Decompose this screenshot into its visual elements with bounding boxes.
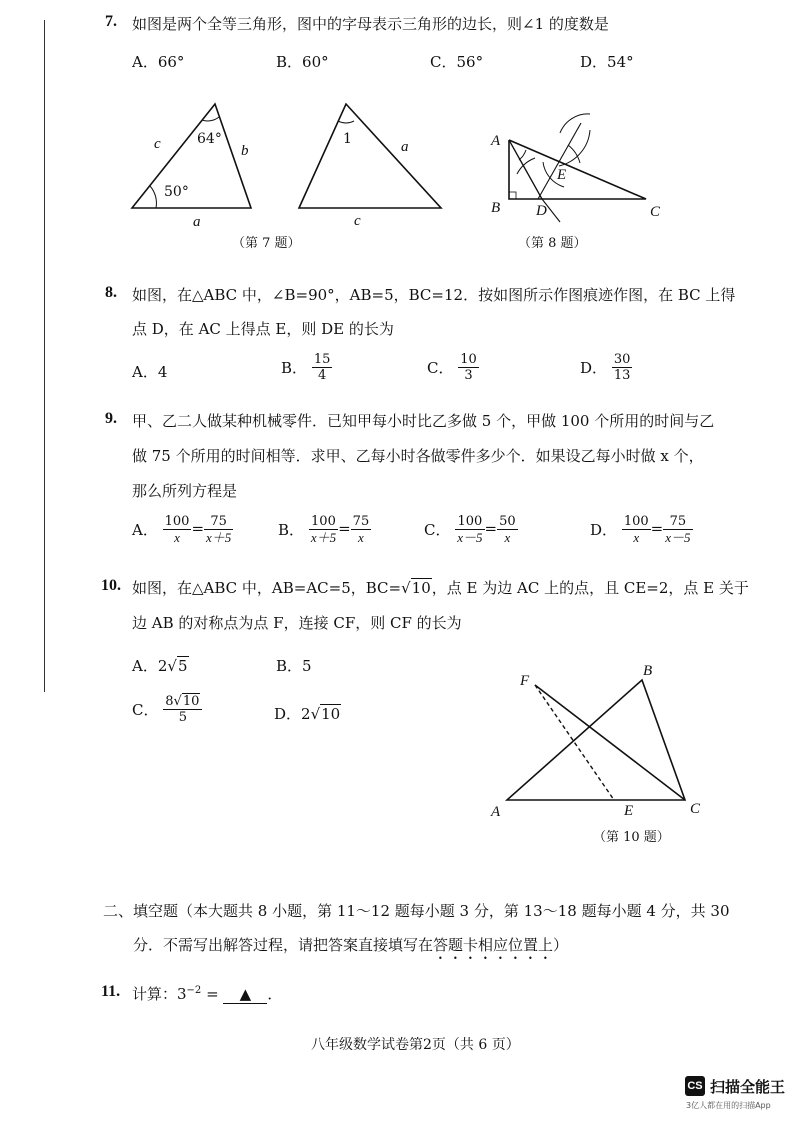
q9-line-2: 做 75 个所用的时间相等．求甲、乙每小时各做零件多少个．如果设乙每小时做 x 个，: [132, 447, 704, 465]
q7-option-d: D．54°: [580, 53, 634, 71]
q9-option-a: A． $\frac{100}{x}$ = $\frac{75}{x+5}$: [132, 514, 232, 545]
q7-fig1-angle-top: 64°: [197, 131, 222, 147]
q8-option-a: A．4: [132, 363, 168, 381]
q8-number: 8.: [105, 284, 117, 301]
page-footer: 八年级数学试卷第2页（共 6 页）: [311, 1037, 520, 1053]
q10-line-2: 边 AB 的对称点为点 F，连接 CF，则 CF 的长为: [132, 614, 462, 632]
q10-number: 10.: [101, 577, 121, 594]
q9-option-c: C． $\frac{100}{x-5}$ = $\frac{50}{x}$: [424, 514, 516, 545]
q10-label-a: A: [491, 804, 501, 820]
q8-line-2: 点 D，在 AC 上得点 E，则 DE 的长为: [132, 320, 394, 338]
q7-option-b: B．60°: [276, 53, 329, 71]
q8-label-d: D: [536, 203, 547, 219]
q10-label-e: E: [624, 803, 634, 819]
q7-fig1-side-a: a: [193, 214, 201, 230]
q9-line-3: 那么所列方程是: [132, 482, 238, 500]
q10-label-b: B: [643, 663, 653, 679]
scanner-app-subtitle: 3亿人都在用的扫描App: [686, 1101, 771, 1110]
q7-fig1-side-c: c: [154, 136, 161, 152]
section2-heading-line-2: 分．不需写出解答过程，请把答案直接填写在答题卡相应位置上）: [133, 936, 569, 954]
q8-option-c: C． $\frac{10}{3}$: [427, 352, 477, 383]
q8-caption: （第 8 题）: [518, 236, 587, 251]
q9-line-1: 甲、乙二人做某种机械零件．已知甲每小时比乙多做 5 个，甲做 100 个所用的时间与乙: [132, 412, 715, 430]
q8-label-b: B: [491, 200, 501, 216]
q10-caption: （第 10 题）: [593, 830, 670, 845]
q8-label-c: C: [650, 204, 661, 220]
answer-blank: ▲: [223, 985, 267, 1004]
q11-number: 11.: [101, 983, 121, 1000]
margin-rule: [44, 20, 45, 692]
q9-option-d: D． $\frac{100}{x}$ = $\frac{75}{x-5}$: [590, 514, 691, 545]
q11-text: 计算：$3^{-2}$ = ▲ ．: [132, 985, 283, 1003]
section2-heading-line-1: 二、填空题（本大题共 8 小题，第 11～12 题每小题 3 分，第 13～18 题每小题 4 分，共 30: [103, 902, 730, 920]
q10-option-b: B．5: [276, 657, 312, 675]
q7-text: 如图是两个全等三角形，图中的字母表示三角形的边长，则∠1 的度数是: [132, 15, 609, 33]
q7-option-a: A．66°: [132, 53, 185, 71]
q10-line-1: 如图，在△ABC 中，AB=AC=5，BC=√10，点 E 为边 AC 上的点，且 CE=2，点 E 关于: [132, 579, 749, 597]
q10-label-f: F: [520, 673, 530, 689]
q7-caption: （第 7 题）: [232, 236, 301, 251]
q8-line-1: 如图，在△ABC 中，∠B=90°，AB=5，BC=12．按如图所示作图痕迹作图，在 BC 上得: [132, 286, 736, 304]
q8-label-e: E: [557, 167, 567, 183]
scanner-app-title: 扫描全能王: [710, 1078, 786, 1096]
q7-fig1-side-b: b: [241, 143, 249, 159]
q7-fig1-angle-left: 50°: [164, 184, 189, 200]
q7-option-c: C．56°: [430, 53, 484, 71]
q9-number: 9.: [105, 410, 117, 427]
q8-option-d: D． $\frac{30}{13}$: [580, 352, 631, 383]
q10-option-c: C． $\frac{8√10}{5}$: [132, 694, 202, 725]
q7-fig2-angle-1: 1: [343, 131, 352, 147]
q7-number: 7.: [105, 13, 117, 30]
q7-figure-2: [290, 95, 450, 225]
q10-label-c: C: [690, 801, 701, 817]
q7-fig2-side-a: a: [401, 139, 409, 155]
q7-fig2-side-c: c: [354, 213, 361, 229]
q8-label-a: A: [491, 133, 501, 149]
scanner-logo-icon: CS: [685, 1076, 705, 1096]
q9-option-b: B． $\frac{100}{x+5}$ = $\frac{75}{x}$: [278, 514, 370, 545]
q8-option-b: B． $\frac{15}{4}$: [281, 352, 331, 383]
q10-option-d: D．2√10: [274, 705, 341, 723]
q10-option-a: A．2√5: [132, 657, 188, 675]
